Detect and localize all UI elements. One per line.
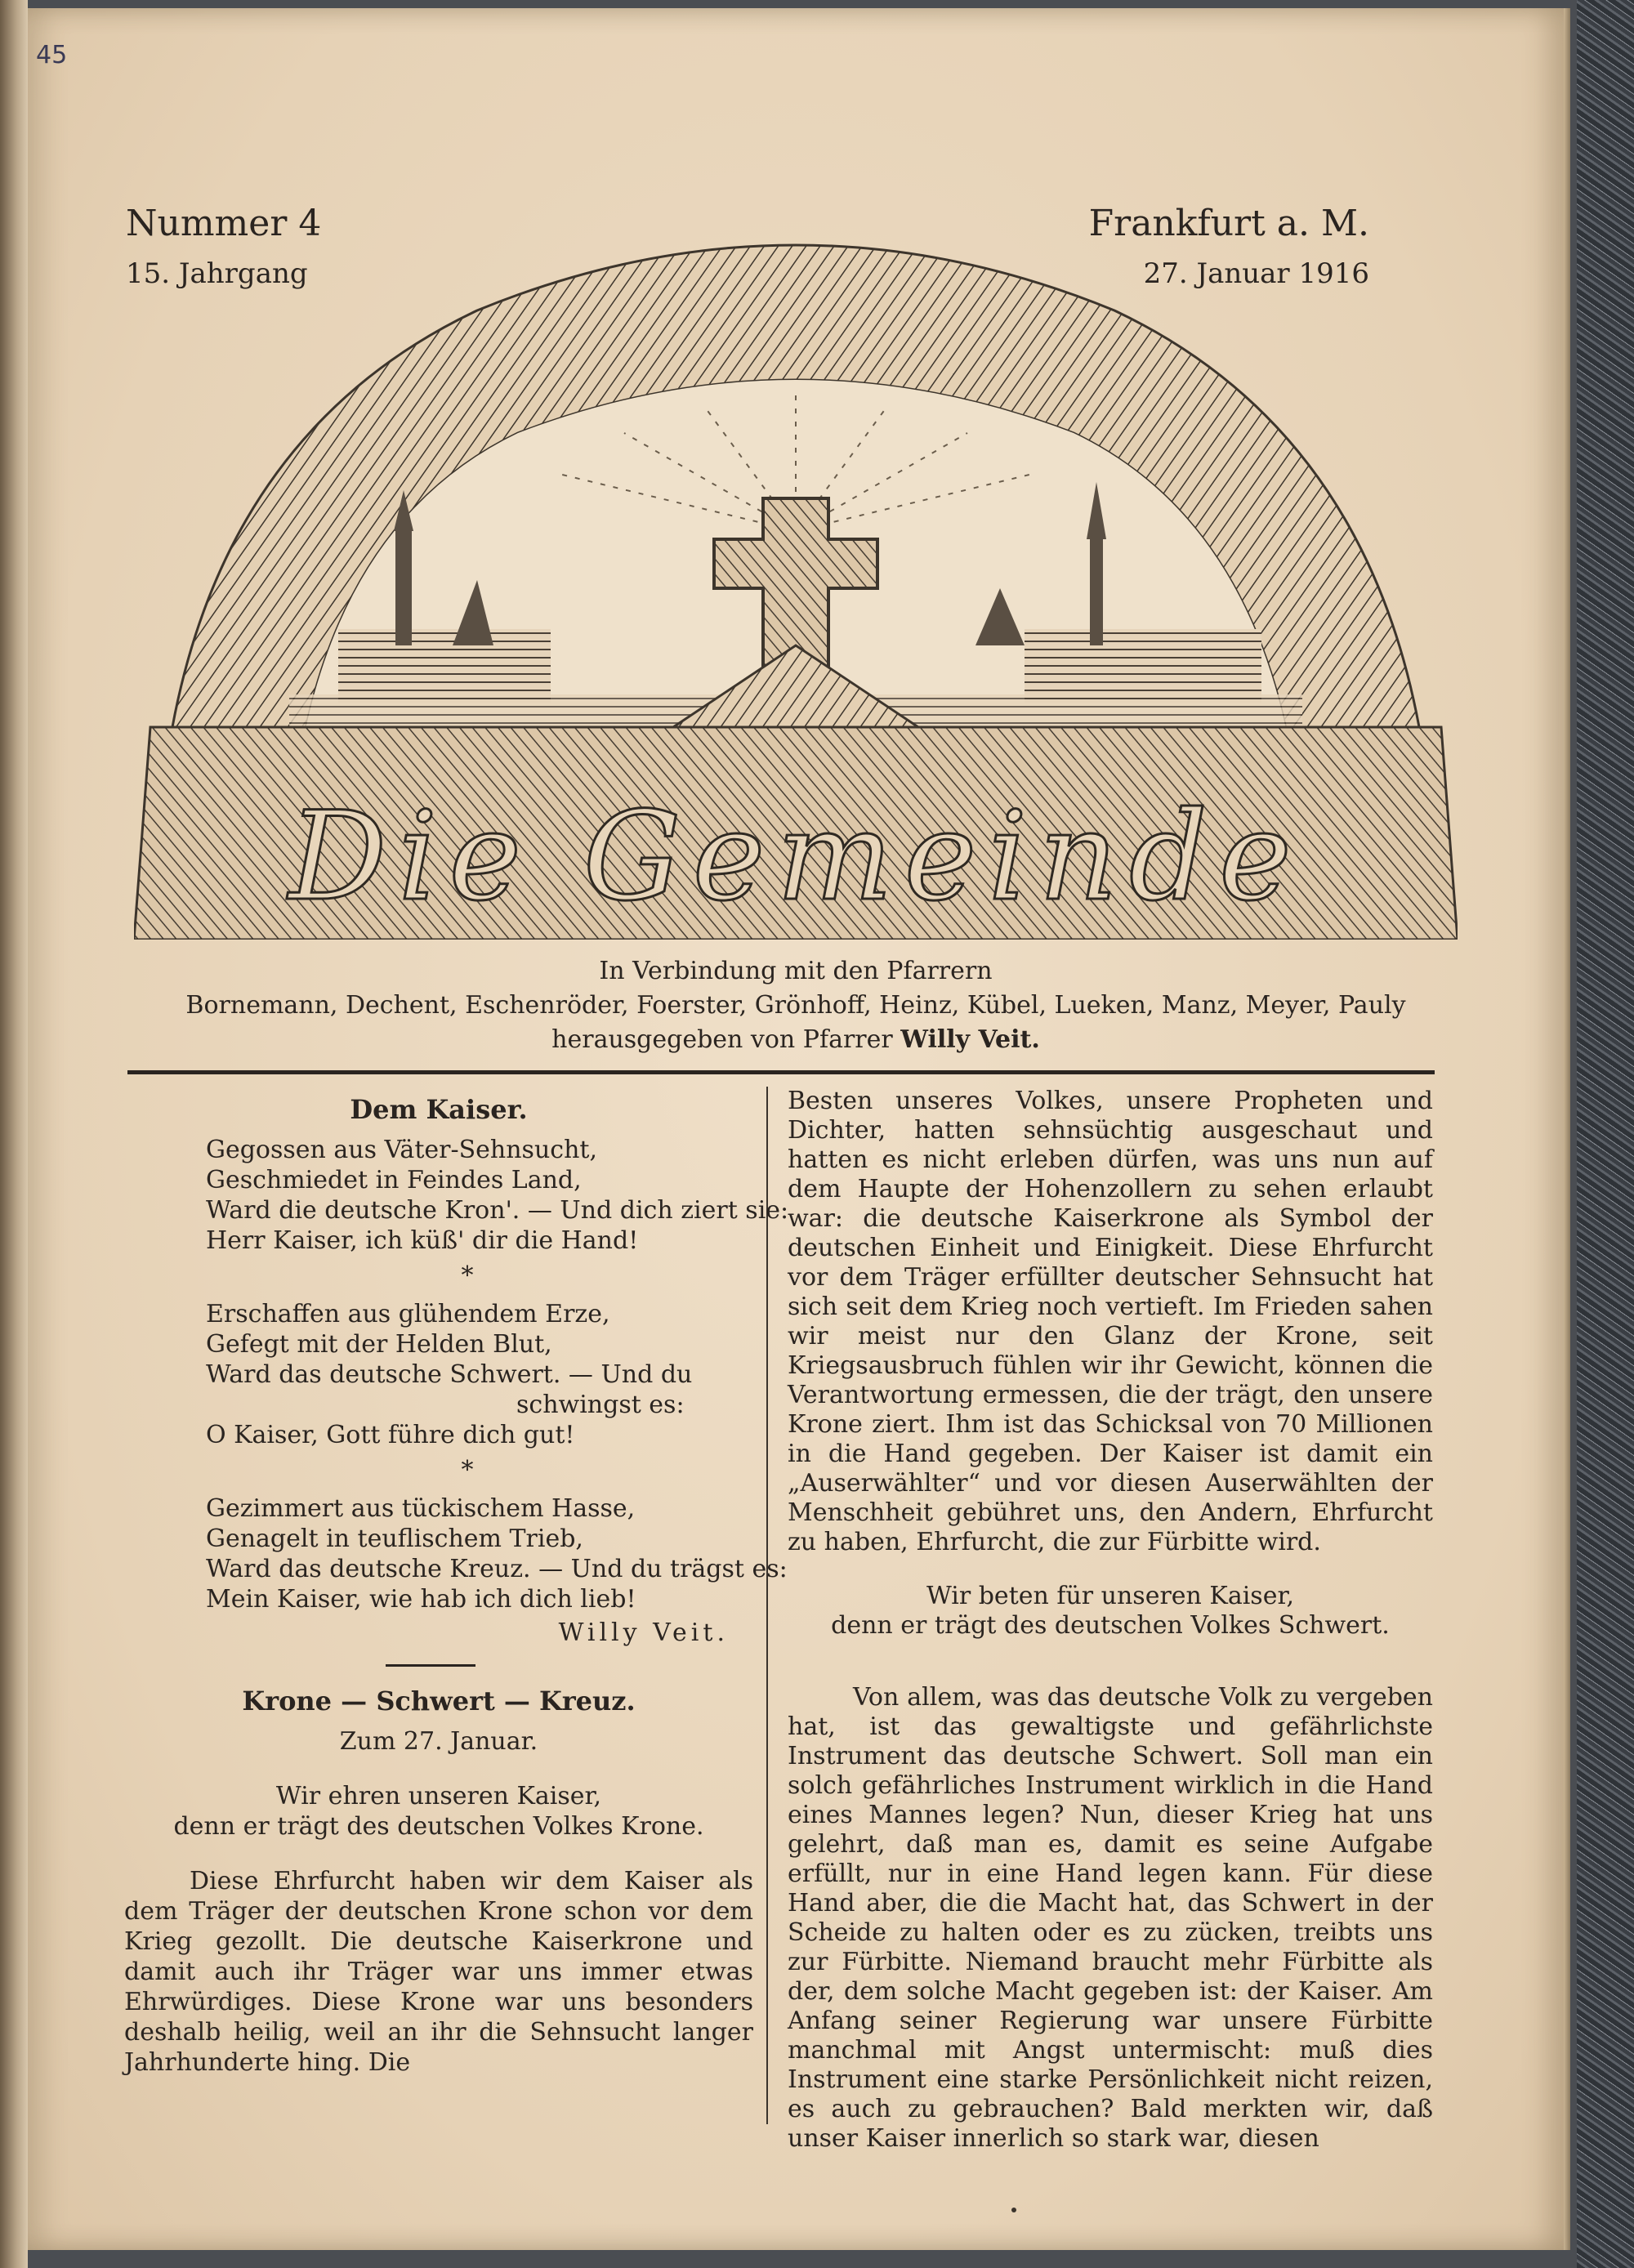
book-spine-edge (0, 0, 28, 2268)
issue-number: Nummer 4 (126, 203, 322, 244)
poem-line: Ward das deutsche Schwert. — Und du (206, 1360, 693, 1389)
motto-line: denn er trägt des deutschen Volkes Schwert. (831, 1611, 1390, 1640)
poem-line: Geschmiedet in Feindes Land, (206, 1166, 582, 1194)
column-divider (766, 1087, 768, 2124)
newspaper-page (28, 8, 1564, 2250)
stanza-separator: * (461, 1261, 474, 1290)
poem-line: Gegossen aus Väter-Sehnsucht, (206, 1136, 597, 1164)
spacer (788, 1641, 1433, 1683)
publisher-line-3 (28, 1023, 1564, 1057)
right-column (788, 1087, 1433, 2154)
poem-line: Ward die deutsche Kron'. — Und dich ziert sie: (206, 1196, 789, 1225)
poem-line: Gefegt mit der Helden Blut, (206, 1330, 552, 1359)
article-paragraph: Besten unseres Volkes, unsere Propheten und Dichter, hatten sehnsüchtig ausgeschaut und hatten es nicht erleben dürfen, was uns nun auf dem Haupte der Hohenzollern zu sehen erlaubt war: die deutsche Kaiserkrone als Symbol der deutschen Einheit und Einigkeit. Diese Ehrfurcht vor dem Träger erfüllter deutscher Sehnsucht hat sich seit dem Krieg noch vertieft. Im Frieden sahen wir meist nur den Glanz der Krone, seit Kriegsausbruch fühlen wir ihr Gewicht, können die Verantwortung ermessen, die der trägt, den unsere Krone ziert. Ihm ist das Schicksal von 70 Millionen in die Hand gegeben. Der Kaiser ist damit ein „Auserwählter“ und vor diesen Auserwählten der Menschheit gebühret uns, den Andern, Ehrfurcht zu haben, Ehrfurcht, die zur Fürbitte wird. (788, 1087, 1433, 1556)
poem-line: Erschaffen aus glühendem Erze, (206, 1300, 610, 1328)
poem-line: schwingst es: (516, 1391, 685, 1419)
motto-line: denn er trägt des deutschen Volkes Krone. (173, 1812, 704, 1841)
article-paragraph: Diese Ehrfurcht haben wir dem Kaiser als dem Träger der deutschen Krone schon vor dem Krieg gezollt. Die deutsche Kaiserkrone und damit auch ihr Träger war uns immer etwas Ehrwürdiges. Diese Krone war uns besonders deshalb heilig, weil an ihr die Sehnsucht langer Jahrhunderte hing. Die (124, 1867, 753, 2077)
spacer (124, 1842, 753, 1866)
poem-line: Ward das deutsche Kreuz. — Und du trägst es: (206, 1555, 788, 1583)
page-edge (1564, 8, 1570, 2250)
poem-line: Mein Kaiser, wie hab ich dich lieb! (206, 1585, 636, 1614)
stanza-separator: * (461, 1456, 474, 1484)
page-mark (1011, 2208, 1016, 2212)
place-label: Frankfurt a. M. (1088, 203, 1369, 244)
left-column (124, 1087, 789, 2078)
masthead-woodcut-illustration (134, 188, 1458, 940)
section-rule (386, 1664, 475, 1667)
volume-label: 15. Jahrgang (126, 257, 308, 290)
poem-line: Genagelt in teuflischem Trieb, (206, 1525, 583, 1553)
spacer (788, 1557, 1433, 1582)
editor-name: Willy Veit. (900, 1025, 1040, 1054)
publisher-line-1: In Verbindung mit den Pfarrern (599, 957, 993, 985)
poem-line: Herr Kaiser, ich küß' dir die Hand! (206, 1226, 639, 1255)
motto-line: Wir beten für unseren Kaiser, (926, 1582, 1295, 1610)
masthead-title: Die Gemeinde (288, 786, 1303, 928)
marbled-cover-edge (1577, 0, 1634, 2268)
publisher-info (28, 954, 1564, 1057)
date-label: 27. Januar 1916 (1143, 257, 1369, 290)
article-paragraph: Von allem, was das deutsche Volk zu vergeben hat, ist das gewaltigste und gefährlichste Instrument das deutsche Schwert. Soll man ein solch gefährliches Instrument wirklich in die Hand eines Mannes legen? Nun, dieser Krieg hat uns gelehrt, daß man es, damit es seine Aufgabe erfüllt, nur in eine Hand legen kann. Für diese Hand aber, die die Macht hat, das Schwert in der Scheide zu halten oder es zu zücken, treibts uns zur Fürbitte. Niemand braucht mehr Fürbitte als der, dem solche Macht gegeben ist: der Kaiser. Am Anfang seiner Regierung war unsere Fürbitte manchmal mit Angst untermischt: muß dies Instrument eine starke Persönlichkeit nicht reizen, es auch zu gebrauchen? Bald merkten wir, daß unser Kaiser innerlich so stark war, diesen (788, 1683, 1433, 2153)
poem-line: Gezimmert aus tückischem Hasse, (206, 1494, 636, 1523)
article-title: Krone — Schwert — Kreuz. (242, 1685, 636, 1717)
margin-note: 45 (36, 41, 68, 69)
spacer (124, 1757, 753, 1781)
poem-author: Willy Veit. (558, 1618, 729, 1647)
article-subtitle: Zum 27. Januar. (339, 1727, 538, 1756)
motto-line: Wir ehren unseren Kaiser, (275, 1782, 602, 1810)
header-divider (127, 1070, 1435, 1074)
editor-prefix: herausgegeben von Pfarrer (551, 1025, 893, 1054)
poem-line: O Kaiser, Gott führe dich gut! (206, 1421, 575, 1449)
publisher-line-2: Bornemann, Dechent, Eschenröder, Foerster, Grönhoff, Heinz, Kübel, Lueken, Manz, Meyer, Pauly (185, 991, 1406, 1020)
poem-title: Dem Kaiser. (350, 1094, 528, 1125)
